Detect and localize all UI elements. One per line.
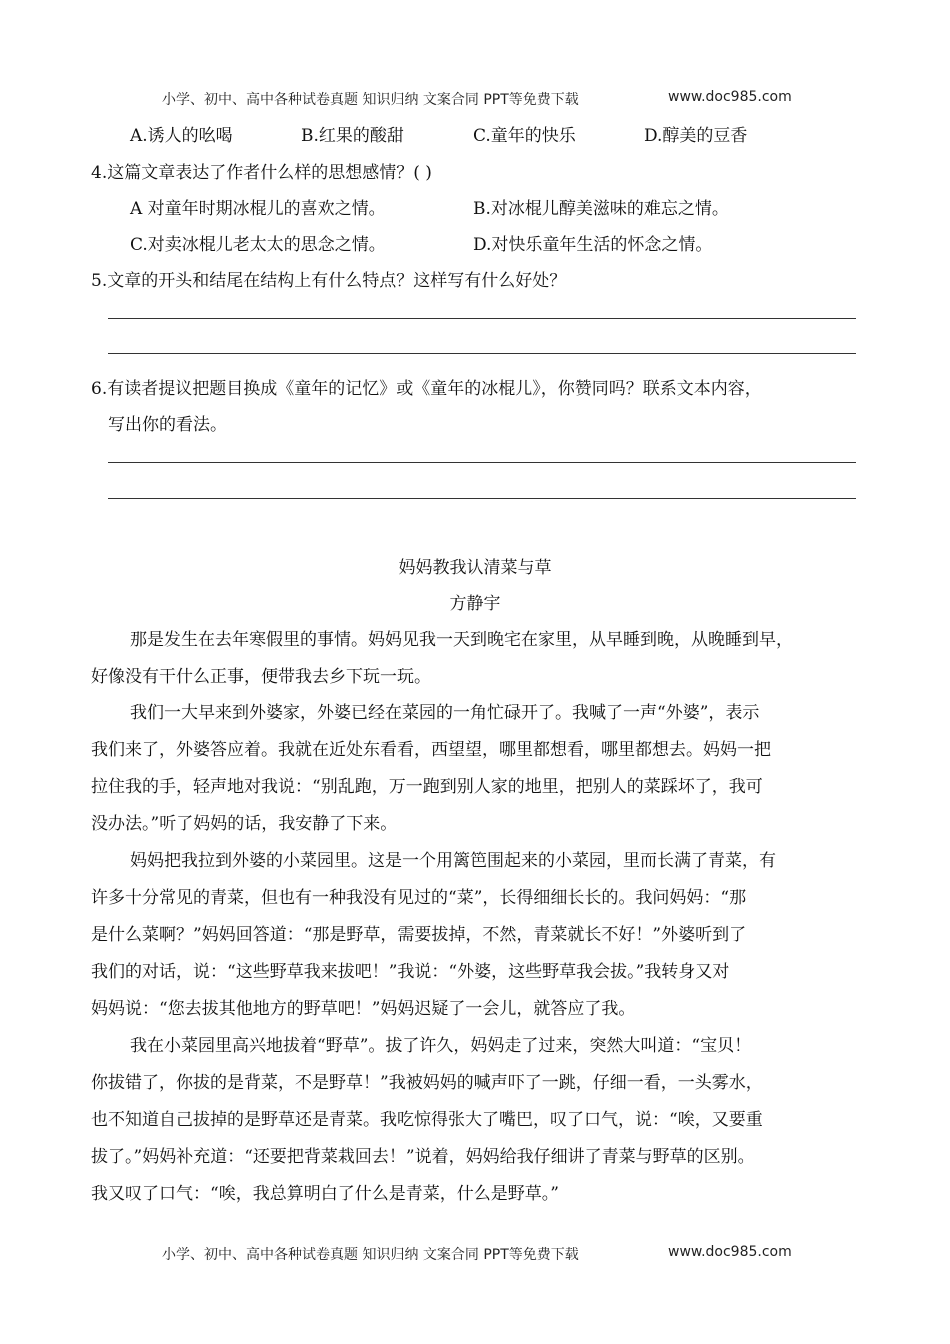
page-header-text: 小学、初中、高中各种试卷真题 知识归纳 文案合同 PPT等免费下载	[162, 92, 579, 108]
article-author: 方静宇	[449, 594, 501, 614]
article-line: 我又叹了口气：“唉，我总算明白了什么是青菜，什么是野草。”	[91, 1184, 559, 1204]
article-line: 我们来了，外婆答应着。我就在近处东看看，西望望，哪里都想看，哪里都想去。妈妈一把	[91, 740, 771, 760]
article-line: 拉住我的手，轻声地对我说：“别乱跑，万一跑到别人家的地里，把别人的菜踩坏了，我可	[91, 777, 763, 797]
q4-option-a: A 对童年时期冰棍儿的喜欢之情。	[130, 199, 386, 219]
article-title: 妈妈教我认清菜与草	[398, 558, 552, 578]
article-line: 也不知道自己拔掉的是野草还是青菜。我吃惊得张大了嘴巴，叹了口气，说：“唉，又要重	[91, 1110, 763, 1130]
q6-stem-line2: 写出你的看法。	[108, 415, 227, 435]
answer-line	[108, 353, 856, 354]
q4-option-d: D.对快乐童年生活的怀念之情。	[473, 235, 713, 255]
article-line: 好像没有干什么正事，便带我去乡下玩一玩。	[91, 667, 431, 687]
answer-line	[108, 498, 856, 499]
page-footer-text: 小学、初中、高中各种试卷真题 知识归纳 文案合同 PPT等免费下载	[162, 1247, 579, 1263]
q4-option-b: B.对冰棍儿醇美滋味的难忘之情。	[473, 199, 729, 219]
page-footer-url: www.doc985.com	[668, 1244, 792, 1260]
q3-option-c: C.童年的快乐	[473, 126, 576, 146]
article-line: 许多十分常见的青菜，但也有一种我没有见过的“菜”，长得细细长长的。我问妈妈：“那	[91, 888, 747, 908]
q3-option-b: B.红果的酸甜	[301, 126, 404, 146]
page-header-url: www.doc985.com	[668, 89, 792, 105]
article-line: 我们一大早来到外婆家，外婆已经在菜园的一角忙碌开了。我喊了一声“外婆”，表示	[130, 703, 760, 723]
q5-stem: 5.文章的开头和结尾在结构上有什么特点？这样写有什么好处？	[91, 271, 567, 291]
article-line: 拔了。”妈妈补充道：“还要把背菜栽回去！”说着，妈妈给我仔细讲了青菜与野草的区别。	[91, 1147, 755, 1167]
article-line: 那是发生在去年寒假里的事情。妈妈见我一天到晚宅在家里，从早睡到晚，从晚睡到早，	[130, 630, 793, 650]
q3-option-a: A.诱人的吆喝	[130, 126, 233, 146]
article-line: 是什么菜啊？”妈妈回答道：“那是野草，需要拔掉，不然，青菜就长不好！”外婆听到了	[91, 925, 747, 945]
answer-line	[108, 462, 856, 463]
answer-line	[108, 318, 856, 319]
q4-option-c: C.对卖冰棍儿老太太的思念之情。	[130, 235, 386, 255]
q3-option-d: D.醇美的豆香	[644, 126, 748, 146]
article-line: 没办法。”听了妈妈的话，我安静了下来。	[91, 814, 398, 834]
article-line: 妈妈说：“您去拔其他地方的野草吧！”妈妈迟疑了一会儿，就答应了我。	[91, 999, 636, 1019]
article-line: 我们的对话，说：“这些野草我来拔吧！”我说：“外婆，这些野草我会拔。”我转身又对	[91, 962, 730, 982]
article-line: 我在小菜园里高兴地拔着“野草”。拔了许久，妈妈走了过来，突然大叫道：“宝贝！	[130, 1036, 752, 1056]
q4-stem: 4.这篇文章表达了作者什么样的思想感情？( )	[91, 163, 432, 183]
article-line: 你拔错了，你拔的是背菜，不是野草！”我被妈妈的喊声吓了一跳，仔细一看，一头雾水，	[91, 1073, 763, 1093]
q6-stem-line1: 6.有读者提议把题目换成《童年的记忆》或《童年的冰棍儿》，你赞同吗？联系文本内容，	[91, 379, 762, 399]
article-line: 妈妈把我拉到外婆的小菜园里。这是一个用篱笆围起来的小菜园，里而长满了青菜，有	[130, 851, 776, 871]
